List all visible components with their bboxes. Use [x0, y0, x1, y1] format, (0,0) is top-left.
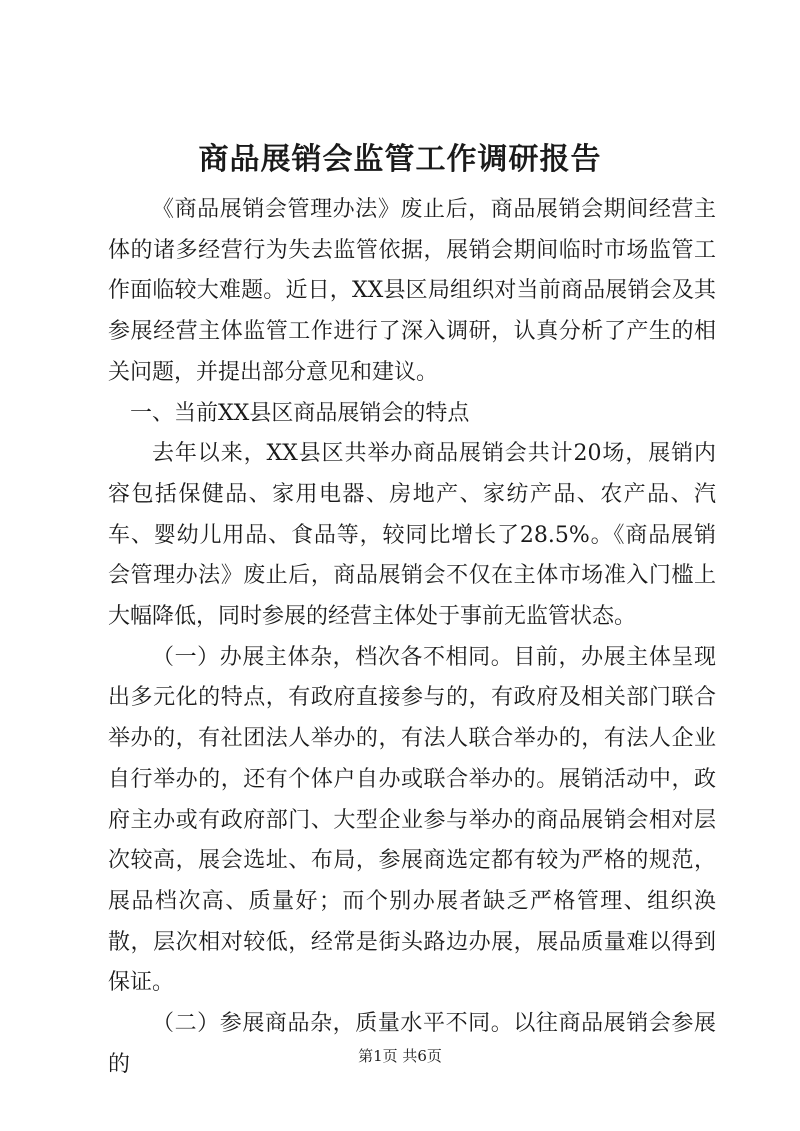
subsection-paragraph-2: （二）参展商品杂，质量水平不同。以往商品展销会参展的 [108, 1011, 716, 1077]
section-paragraph: 去年以来，XX县区共举办商品展销会共计20场，展销内容包括保健品、家用电器、房地产、家纺产品、农产品、汽车、婴幼儿用品、食品等，较同比增长了28.5%。《商品展销会管理办法》废止后，商品展销会不仅在主体市场准入门槛上大幅降低，同时参展的经营主体处于事前无监管状态。 [108, 441, 716, 630]
document-body [108, 190, 716, 1085]
document-title: 商品展销会监管工作调研报告 [198, 142, 602, 177]
intro-paragraph: 《商品展销会管理办法》废止后，商品展销会期间经营主体的诸多经营行为失去监管依据，展销会期间临时市场监管工作面临较大难题。近日，XX县区局组织对当前商品展销会及其参展经营主体监管工作进行了深入调研，认真分析了产生的相关问题，并提出部分意见和建议。 [108, 197, 716, 385]
section-heading: 一、当前XX县区商品展销会的特点 [130, 400, 470, 426]
page-number-footer: 第1页 共6页 [358, 1047, 442, 1065]
subsection-paragraph-1: （一）办展主体杂，档次各不相同。目前，办展主体呈现出多元化的特点，有政府直接参与的，有政府及相关部门联合举办的，有社团法人举办的，有法人联合举办的，有法人企业自行举办的，还有个体户自办或联合举办的。展销活动中，政府主办或有政府部门、大型企业参与举办的商品展销会相对层次较高，展会选址、布局，参展商选定都有较为严格的规范，展品档次高、质量好；而个别办展者缺乏严格管理、组织涣散，层次相对较低，经常是街头路边办展，展品质量难以得到保证。 [108, 644, 716, 996]
